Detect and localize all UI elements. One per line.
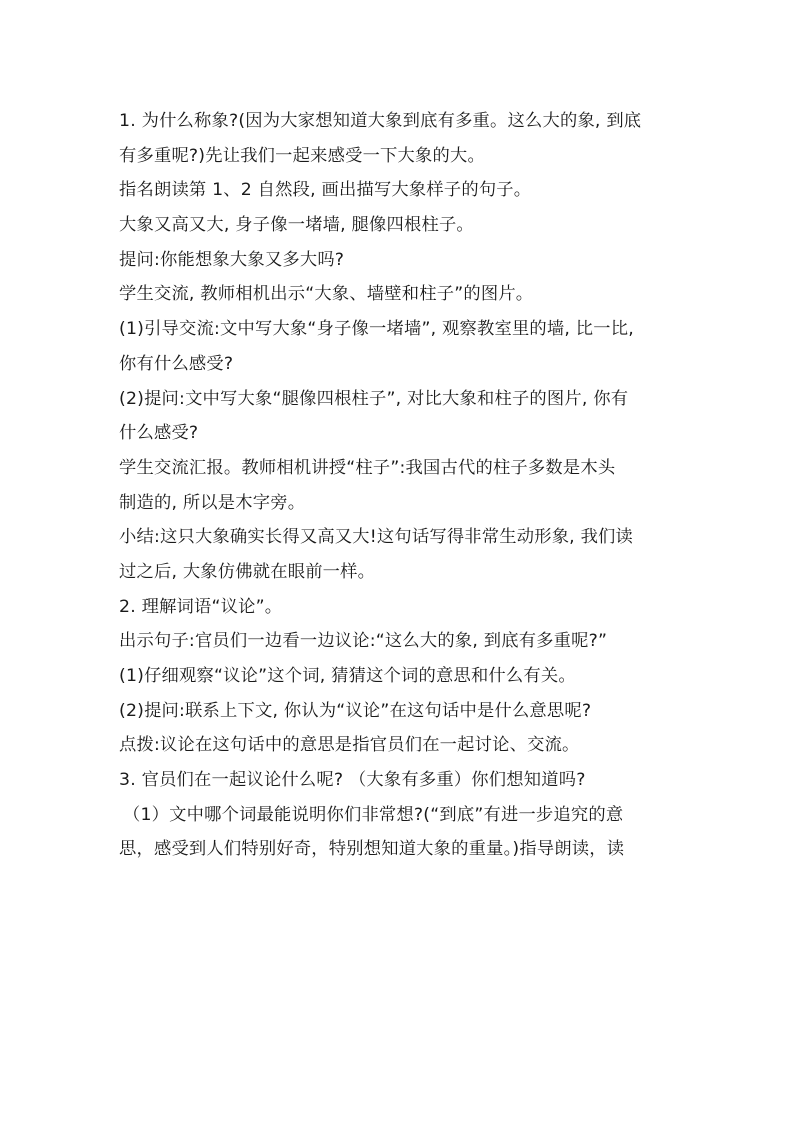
text-line-guide-2: (2)提问:文中写大象“腿像四根柱子”, 对比大象和柱子的图片, 你有 <box>119 388 629 409</box>
text-line-context-question: (2)提问:联系上下文, 你认为“议论”在这句话中是什么意思呢? <box>119 700 592 721</box>
text-line-section-2: 2. 理解词语“议论”。 <box>119 596 283 617</box>
text-line-word-question-cont: 思，感受到人们特别好奇，特别想知道大象的重量。)指导朗读，读 <box>119 839 625 860</box>
text-line-reading-task: 指名朗读第 1、2 自然段, 画出描写大象样子的句子。 <box>119 180 532 201</box>
text-line-question-prompt: 提问:你能想象大象又多大吗? <box>119 249 345 270</box>
text-line-summary: 小结:这只大象确实长得又高又大!这句话写得非常生动形象, 我们读 <box>119 527 634 548</box>
text-line-section-3: 3. 官员们在一起议论什么呢? （大象有多重）你们想知道吗? <box>119 770 586 791</box>
text-line-question-1: 1. 为什么称象?(因为大家想知道大象到底有多重。这么大的象, 到底 <box>119 111 642 131</box>
text-line-observe: (1)仔细观察“议论”这个词, 猜猜这个词的意思和什么有关。 <box>119 666 576 686</box>
text-line-word-question: （1）文中哪个词最能说明你们非常想?(“到底”有进一步追究的意 <box>123 804 624 825</box>
text-line-question-1-cont: 有多重呢?)先让我们一起来感受一下大象的大。 <box>119 145 485 166</box>
text-line-quoted-sentence: 大象又高又大, 身子像一堵墙, 腿像四根柱子。 <box>119 215 474 236</box>
text-line-guide-1: (1)引导交流:文中写大象“身子像一堵墙”, 观察教室里的墙, 比一比, <box>119 319 634 340</box>
text-line-point-out: 点拨:议论在这句话中的意思是指官员们在一起讨论、交流。 <box>119 735 580 756</box>
text-line-summary-cont: 过之后, 大象仿佛就在眼前一样。 <box>119 561 376 582</box>
text-line-show-sentence: 出示句子:官员们一边看一边议论:“这么大的象, 到底有多重呢?” <box>119 631 608 652</box>
text-line-guide-2-cont: 什么感受? <box>119 423 199 444</box>
text-line-report: 学生交流汇报。教师相机讲授“柱子”:我国古代的柱子多数是木头 <box>119 457 616 478</box>
text-line-report-cont: 制造的, 所以是木字旁。 <box>119 492 306 513</box>
document-body <box>119 104 679 867</box>
text-line-guide-1-cont: 你有什么感受? <box>119 353 234 374</box>
text-line-student-exchange: 学生交流, 教师相机出示“大象、墙壁和柱子”的图片。 <box>119 284 534 305</box>
